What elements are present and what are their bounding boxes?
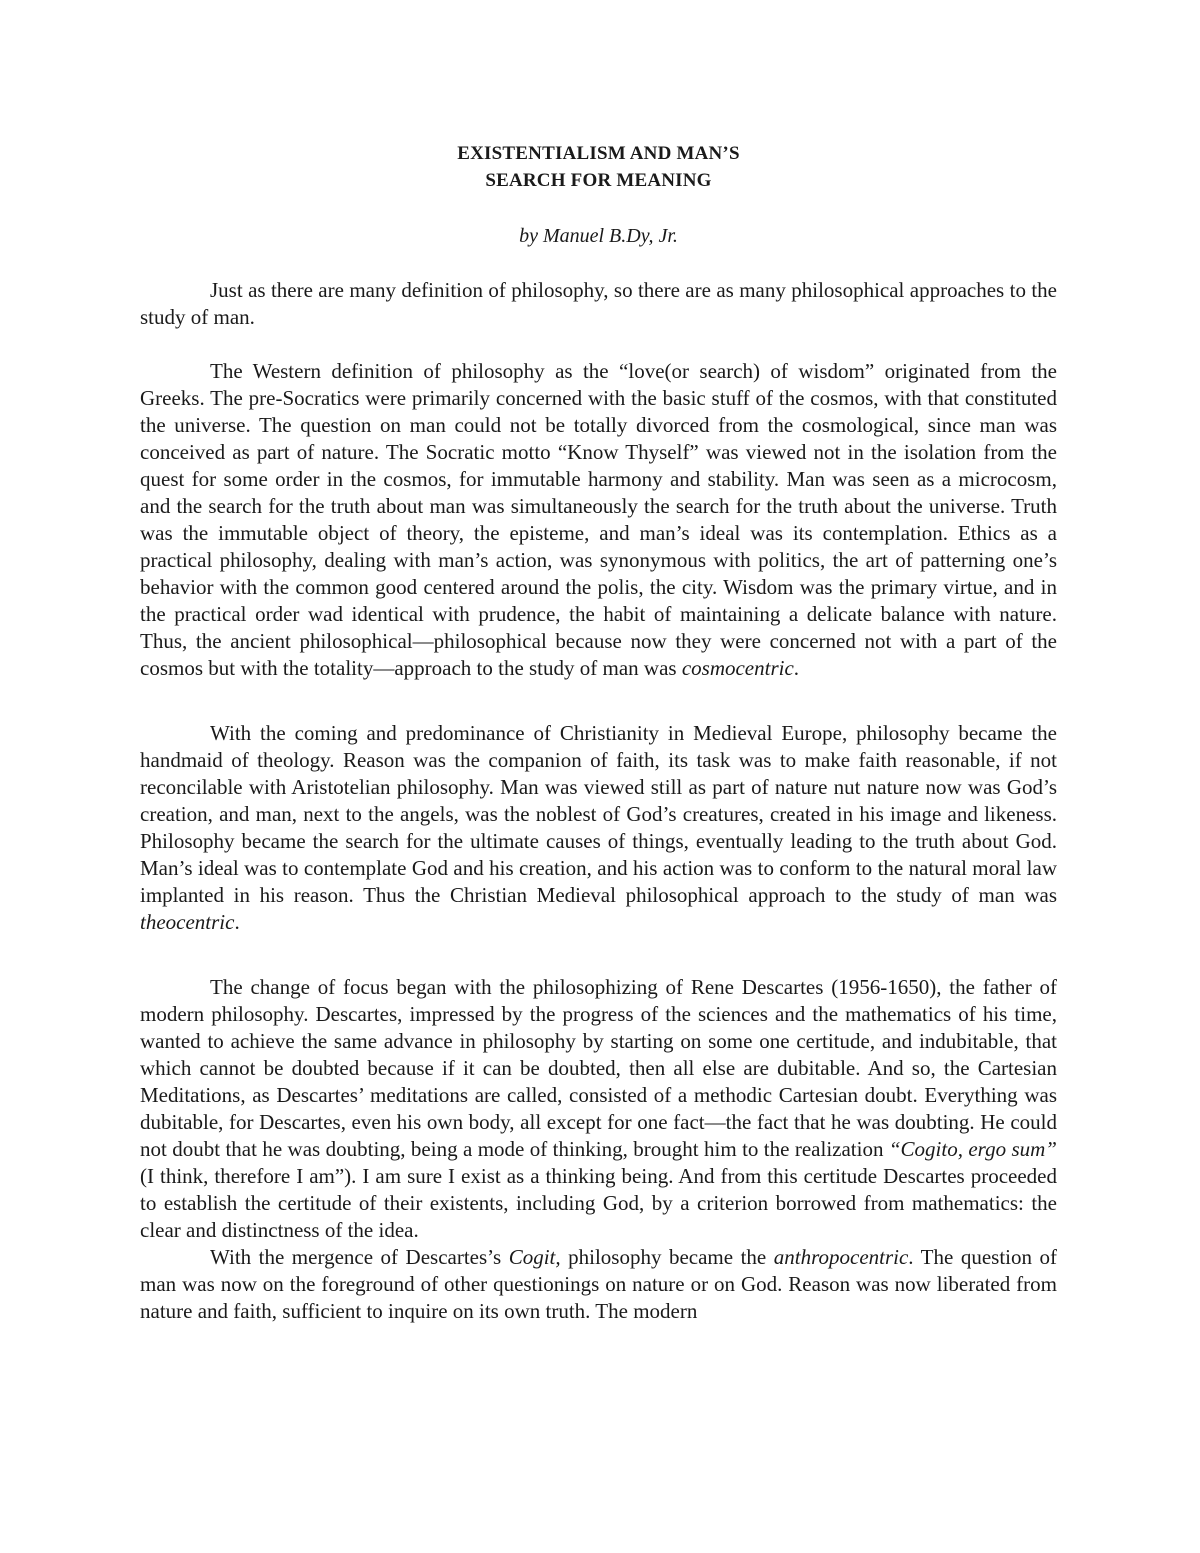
paragraph-1: Just as there are many definition of philosophy, so there are as many philosophical approaches to the study of man. bbox=[140, 278, 1057, 329]
title-line-1: EXISTENTIALISM AND MAN’S bbox=[457, 143, 740, 164]
paragraph-2-end: . bbox=[793, 656, 800, 680]
paragraph-4-emphasis: “Cogito, ergo sum” bbox=[888, 1137, 1057, 1161]
document-title bbox=[140, 140, 1057, 194]
paragraph-5 bbox=[140, 1244, 1057, 1325]
paragraph-3-text: With the coming and predominance of Christianity in Medieval Europe, philosophy became the handmaid of theology. Reason was the companion of faith, its task was to make faith reasonable, if not reconcilable with Aristotelian philosophy. Man was viewed still as part of nature nut nature now was God’s creation, and man, next to the angels, was the noblest of God’s creatures, created in his image and likeness. Philosophy became the search for the ultimate causes of things, eventually leading to the truth about God. Man’s ideal was to contemplate God and his creation, and his action was to conform to the natural moral law implanted in his reason. Thus the Christian Medieval philosophical approach to the study of man was bbox=[140, 721, 1057, 907]
paragraph-3-end: . bbox=[234, 910, 240, 934]
paragraph-3 bbox=[140, 720, 1057, 936]
paragraph-5-emphasis-2: anthropocentric bbox=[773, 1245, 909, 1269]
paragraph-4-text: The change of focus began with the philosophizing of Rene Descartes (1956-1650), the father of modern philosophy. Descartes, impressed by the progress of the sciences and the mathematics of his time, wanted to achieve the same advance in philosophy by starting on some one certitude, and indubitable, that which cannot be doubted because if it can be doubted, then all else are dubitable. And so, the Cartesian Meditations, as Descartes’ meditations are called, consisted of a methodic Cartesian doubt. Everything was dubitable, for Descartes, even his own body, all except for one fact—the fact that he was doubting. He could not doubt that he was doubting, being a mode of thinking, brought him to the realization bbox=[140, 975, 1057, 1161]
paragraph-3-emphasis: theocentric bbox=[140, 910, 235, 934]
paragraph-2-emphasis: cosmocentric bbox=[681, 656, 794, 680]
paragraph-5-start: With the mergence of Descartes’s bbox=[210, 1245, 509, 1269]
paragraph-2 bbox=[140, 358, 1057, 682]
paragraph-2-text: The Western definition of philosophy as the “love(or search) of wisdom” originated from the Greeks. The pre-Socratics were primarily concerned with the basic stuff of the cosmos, with that constituted the universe. The question on man could not be totally divorced from the cosmological, since man was conceived as part of nature. The Socratic motto “Know Thyself” was viewed not in the isolation from the quest for some order in the cosmos, for immutable harmony and stability. Man was seen as a microcosm, and the search for the truth about man was simultaneously the search for the truth about the universe. Truth was the immutable object of theory, the episteme, and man’s ideal was its contemplation. Ethics as a practical philosophy, dealing with man’s action, was synonymous with politics, the art of patterning one’s behavior with the common good centered around the polis, the city. Wisdom was the primary virtue, and in the practical order wad identical with prudence, the habit of maintaining a delicate balance with nature. Thus, the ancient philosophical—philosophical because now they were concerned not with a part of the cosmos but with the totality—approach to the study of man was bbox=[140, 359, 1057, 680]
paragraph-4-end: (I think, therefore I am”). I am sure I exist as a thinking being. And from this certitude Descartes proceeded to establish the certitude of their existents, including God, by a criterion borrowed from mathematics: the clear and distinctness of the idea. bbox=[140, 1164, 1057, 1242]
paragraph-4 bbox=[140, 974, 1057, 1244]
author-byline: by Manuel B.Dy, Jr. bbox=[519, 225, 678, 247]
document-page bbox=[140, 140, 1057, 1325]
paragraph-5-emphasis-1: Cogit, bbox=[508, 1245, 561, 1269]
title-line-2: SEARCH FOR MEANING bbox=[485, 170, 712, 191]
paragraph-5-mid: philosophy became the bbox=[560, 1245, 774, 1269]
paragraph-5-end: . The question of man was now on the foreground of other questionings on nature or on God. Reason was now liberated from nature and faith, sufficient to inquire on its own truth. The modern bbox=[140, 1245, 1057, 1323]
